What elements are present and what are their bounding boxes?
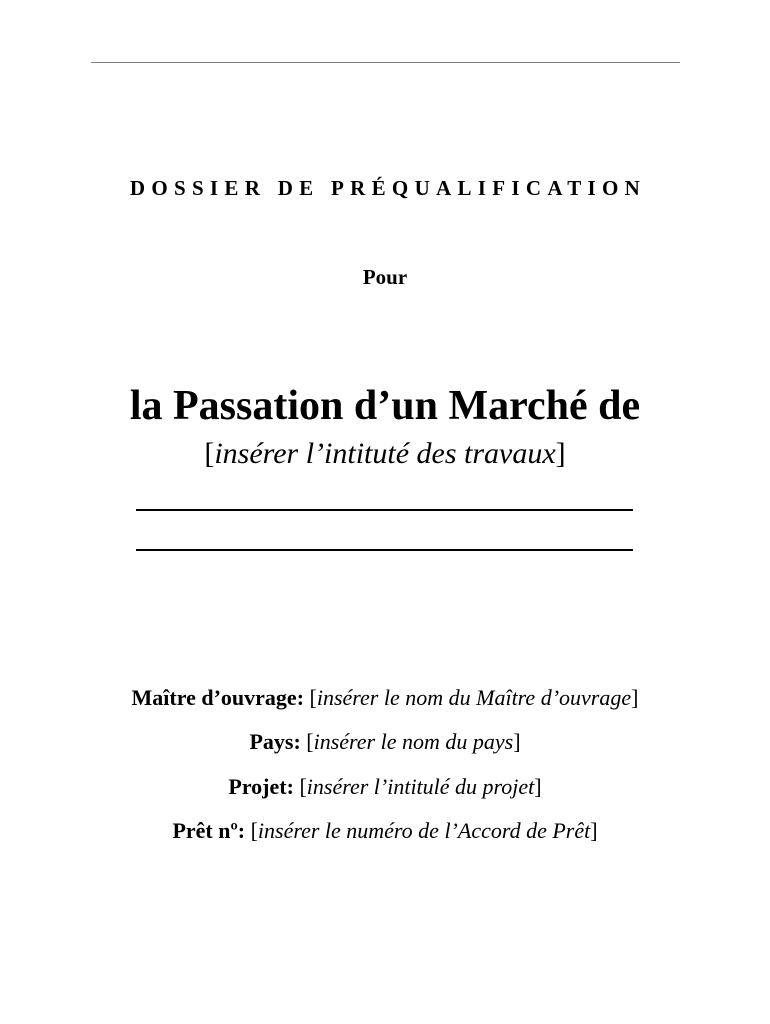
bracket-close: ] (631, 685, 639, 710)
bracket-open: [ (204, 437, 215, 470)
owner-placeholder: insérer le nom du Maître d’ouvrage (316, 685, 632, 710)
bracket-close: ] (590, 818, 598, 843)
loan-placeholder: insérer le numéro de l’Accord de Prêt (257, 818, 591, 843)
pour-label: Pour (362, 265, 408, 289)
country-label: Pays: (249, 729, 301, 754)
document-title: DOSSIER DE PRÉQUALIFICATION (129, 176, 647, 200)
bracket-open: [ (245, 818, 258, 843)
owner-line (0, 683, 770, 713)
header-rule (91, 62, 680, 63)
project-line (0, 772, 770, 802)
fill-in-line-1 (136, 509, 633, 511)
main-heading: la Passation d’un Marché de (129, 383, 641, 429)
bracket-open: [ (293, 774, 307, 799)
bracket-close: ] (534, 774, 542, 799)
owner-label: Maître d’ouvrage: (131, 685, 305, 710)
bracket-open: [ (304, 685, 317, 710)
fill-in-line-2 (136, 549, 633, 551)
country-line (0, 727, 770, 757)
works-placeholder (0, 434, 770, 474)
loan-label: Prêt nº: (172, 818, 246, 843)
project-label: Projet: (228, 774, 294, 799)
works-placeholder-text: insérer l’intituté des travaux (214, 437, 556, 470)
bracket-close: ] (555, 437, 566, 470)
loan-line (0, 816, 770, 846)
country-placeholder: insérer le nom du pays (313, 729, 514, 754)
bracket-close: ] (513, 729, 521, 754)
bracket-open: [ (300, 729, 314, 754)
project-placeholder: insérer l’intitulé du projet (306, 774, 535, 799)
